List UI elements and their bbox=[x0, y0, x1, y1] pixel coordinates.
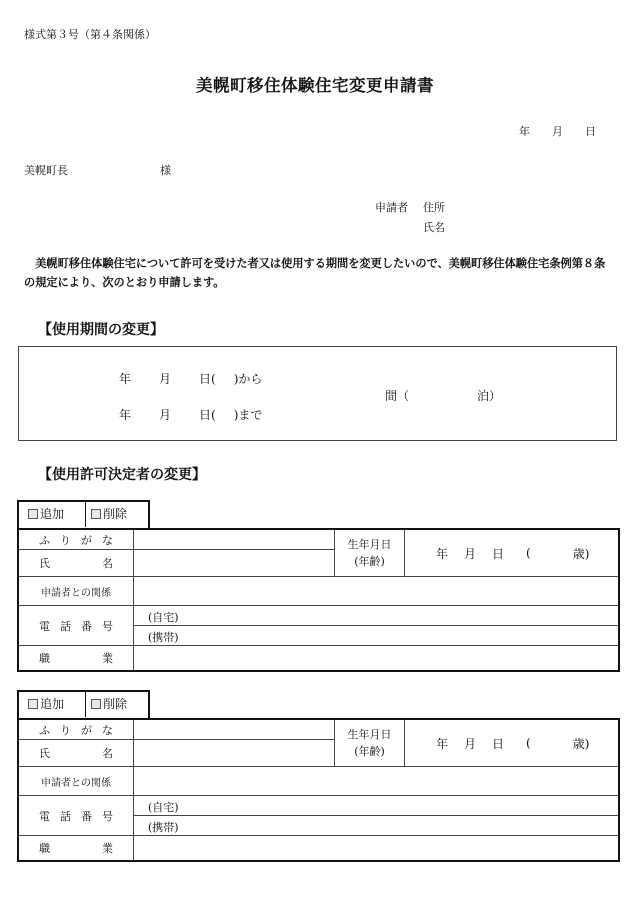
nights-open: 間（ bbox=[385, 389, 410, 403]
body-text: 美幌町移住体験住宅について許可を受けた者又は使用する期間を変更したいので、美幌町移住体験住宅条例第８条の規定により、次のとおり申請します。 bbox=[24, 256, 606, 289]
period-nights bbox=[385, 387, 501, 404]
job-field[interactable] bbox=[134, 646, 618, 670]
birth-field[interactable]: 年 月 日 ( 歳) bbox=[405, 720, 618, 767]
permit-section-title: 【使用許可決定者の変更】 bbox=[38, 467, 206, 483]
delete-checkbox[interactable] bbox=[91, 699, 101, 709]
add-label: 追加 bbox=[40, 507, 65, 521]
period-to bbox=[119, 406, 262, 423]
date-month: 月 bbox=[552, 125, 563, 138]
delete-option[interactable] bbox=[91, 505, 127, 522]
form-number: 様式第３号（第４条関係） bbox=[24, 28, 156, 41]
phone-mobile-field[interactable]: (携帯) bbox=[134, 816, 618, 836]
furigana-label: ふ り が な bbox=[19, 720, 134, 740]
add-checkbox[interactable] bbox=[28, 699, 38, 709]
birth-label: 生年月日 (年齢) bbox=[335, 720, 405, 767]
date-line bbox=[497, 123, 596, 139]
birth-label: 生年月日 (年齢) bbox=[335, 530, 405, 577]
add-option[interactable] bbox=[28, 695, 64, 712]
nights-close: 泊） bbox=[477, 389, 502, 403]
period-section-title: 【使用期間の変更】 bbox=[38, 322, 164, 338]
period-from bbox=[119, 370, 262, 387]
name-field[interactable] bbox=[134, 550, 335, 577]
date-day: 日 bbox=[585, 125, 596, 138]
add-option[interactable] bbox=[28, 505, 64, 522]
document-title: 美幌町移住体験住宅変更申請書 bbox=[196, 76, 434, 95]
to-month: 月 bbox=[159, 408, 172, 422]
addressee bbox=[24, 162, 171, 178]
period-box bbox=[18, 346, 617, 441]
furigana-field[interactable] bbox=[134, 720, 335, 740]
job-field[interactable] bbox=[134, 836, 618, 860]
phone-label: 電 話 番 号 bbox=[19, 796, 134, 836]
relation-field[interactable] bbox=[134, 767, 618, 796]
person-table bbox=[17, 528, 620, 672]
permit-block-1 bbox=[17, 500, 620, 672]
phone-label: 電 話 番 号 bbox=[19, 606, 134, 646]
addressee-honorific: 様 bbox=[160, 164, 171, 177]
relation-field[interactable] bbox=[134, 577, 618, 606]
from-month: 月 bbox=[159, 372, 172, 386]
job-label: 職 業 bbox=[19, 836, 134, 860]
add-checkbox[interactable] bbox=[28, 509, 38, 519]
applicant-label: 申請者 bbox=[375, 201, 408, 214]
phone-mobile-field[interactable]: (携帯) bbox=[134, 626, 618, 646]
delete-label: 削除 bbox=[103, 697, 128, 711]
to-close: )まで bbox=[233, 408, 263, 422]
delete-label: 削除 bbox=[103, 507, 128, 521]
job-label: 職 業 bbox=[19, 646, 134, 670]
relation-label: 申請者との関係 bbox=[19, 767, 134, 796]
permit-block-2 bbox=[17, 690, 620, 862]
person-table bbox=[17, 718, 620, 862]
delete-option[interactable] bbox=[91, 695, 127, 712]
name-label: 氏 名 bbox=[19, 740, 134, 767]
block-tabs bbox=[17, 500, 150, 528]
phone-home-field[interactable]: (自宅) bbox=[134, 606, 618, 626]
name-label: 氏 名 bbox=[19, 550, 134, 577]
block-tabs bbox=[17, 690, 150, 718]
delete-checkbox[interactable] bbox=[91, 509, 101, 519]
to-day: 日( bbox=[199, 408, 216, 422]
to-year: 年 bbox=[119, 408, 132, 422]
address-label: 住所 bbox=[423, 201, 445, 214]
relation-label: 申請者との関係 bbox=[19, 577, 134, 606]
furigana-field[interactable] bbox=[134, 530, 335, 550]
date-year: 年 bbox=[519, 125, 530, 138]
addressee-name: 美幌町長 bbox=[24, 164, 68, 177]
applicant-name-label: 氏名 bbox=[423, 221, 445, 234]
birth-field[interactable]: 年 月 日 ( 歳) bbox=[405, 530, 618, 577]
phone-home-field[interactable]: (自宅) bbox=[134, 796, 618, 816]
from-close: )から bbox=[233, 372, 263, 386]
from-year: 年 bbox=[119, 372, 132, 386]
from-day: 日( bbox=[199, 372, 216, 386]
furigana-label: ふ り が な bbox=[19, 530, 134, 550]
add-label: 追加 bbox=[40, 697, 65, 711]
name-field[interactable] bbox=[134, 740, 335, 767]
